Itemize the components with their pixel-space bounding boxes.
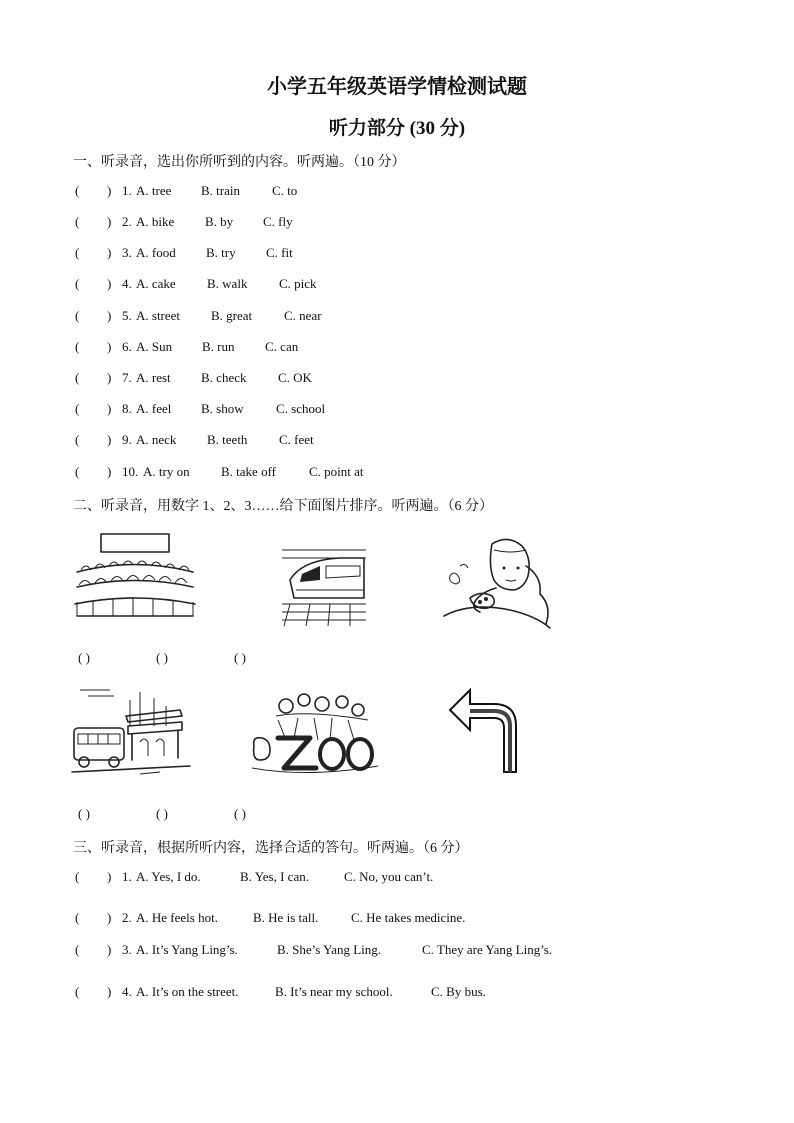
option-c: C. to — [272, 183, 298, 198]
answer-paren-open[interactable]: ( — [75, 984, 80, 999]
option-a: A. feel — [136, 401, 172, 416]
option-c: C. pick — [279, 276, 317, 291]
answer-paren-open[interactable]: ( — [75, 214, 80, 229]
answer-paren-open[interactable]: ( — [75, 370, 80, 385]
answer-paren-open[interactable]: ( — [75, 910, 80, 925]
option-a: A. He feels hot. — [136, 910, 218, 925]
option-a: A. food — [136, 245, 176, 260]
picture-3-answer-blank[interactable]: ( ) — [234, 650, 246, 665]
option-a: A. It’s Yang Ling’s. — [136, 942, 238, 957]
option-a: A. cake — [136, 276, 176, 291]
picture-4-answer-blank[interactable]: ( ) — [78, 806, 90, 821]
option-c: C. OK — [278, 370, 312, 385]
section-2-heading: 二、听录音，用数字 1、2、3……给下面图片排序。听两遍。（6 分） — [73, 499, 493, 514]
answer-paren-close[interactable]: ) — [107, 370, 112, 385]
option-c: C. fit — [266, 245, 293, 260]
option-c: C. school — [276, 401, 326, 416]
picture-1-answer-blank[interactable]: ( ) — [78, 650, 90, 665]
question-number: 3. — [122, 245, 132, 260]
option-b: B. try — [206, 245, 236, 260]
girl-picture — [440, 536, 555, 631]
question-number: 1. — [122, 183, 132, 198]
answer-paren-close[interactable]: ) — [107, 464, 112, 479]
question-number: 4. — [122, 984, 132, 999]
option-a: A. bike — [136, 214, 175, 229]
option-b: B. great — [211, 308, 253, 323]
option-b: B. walk — [207, 276, 248, 291]
answer-paren-open[interactable]: ( — [75, 276, 80, 291]
question-number: 3. — [122, 942, 132, 957]
page-subtitle: 听力部分 (30 分) — [328, 118, 466, 139]
option-c: C. He takes medicine. — [351, 910, 466, 925]
answer-paren-open[interactable]: ( — [75, 401, 80, 416]
option-c: C. point at — [309, 464, 364, 479]
answer-paren-close[interactable]: ) — [107, 942, 112, 957]
section-3-heading: 三、听录音，根据所听内容，选择合适的答句。听两遍。（6 分） — [73, 841, 469, 856]
option-b: B. It’s near my school. — [275, 984, 393, 999]
answer-paren-open[interactable]: ( — [75, 183, 80, 198]
option-b: B. run — [202, 339, 235, 354]
option-b: B. check — [201, 370, 247, 385]
question-number: 9. — [122, 432, 132, 447]
option-c: C. No, you can’t. — [344, 869, 434, 884]
answer-paren-open[interactable]: ( — [75, 942, 80, 957]
answer-paren-close[interactable]: ) — [107, 869, 112, 884]
answer-paren-open[interactable]: ( — [75, 464, 80, 479]
option-b: B. train — [201, 183, 240, 198]
bus-stop-picture — [70, 686, 195, 786]
option-b: B. Yes, I can. — [240, 869, 309, 884]
answer-paren-close[interactable]: ) — [107, 910, 112, 925]
question-number: 6. — [122, 339, 132, 354]
train-picture — [280, 540, 370, 630]
answer-paren-close[interactable]: ) — [107, 183, 112, 198]
question-number: 8. — [122, 401, 132, 416]
question-number: 2. — [122, 214, 132, 229]
picture-6-answer-blank[interactable]: ( ) — [234, 806, 246, 821]
answer-paren-close[interactable]: ) — [107, 984, 112, 999]
option-a: A. Sun — [136, 339, 173, 354]
option-c: C. can — [265, 339, 299, 354]
answer-paren-open[interactable]: ( — [75, 339, 80, 354]
cinema-picture — [73, 532, 198, 620]
option-c: C. near — [284, 308, 322, 323]
question-number: 10. — [122, 464, 139, 479]
option-b: B. He is tall. — [253, 910, 319, 925]
answer-paren-close[interactable]: ) — [107, 276, 112, 291]
answer-paren-close[interactable]: ) — [107, 308, 112, 323]
answer-paren-open[interactable]: ( — [75, 432, 80, 447]
option-a: A. It’s on the street. — [136, 984, 239, 999]
option-b: B. show — [201, 401, 244, 416]
zoo-picture — [248, 686, 383, 781]
option-b: B. She’s Yang Ling. — [277, 942, 382, 957]
answer-paren-open[interactable]: ( — [75, 869, 80, 884]
option-b: B. teeth — [207, 432, 248, 447]
answer-paren-close[interactable]: ) — [107, 339, 112, 354]
answer-paren-close[interactable]: ) — [107, 432, 112, 447]
picture-2-answer-blank[interactable]: ( ) — [156, 650, 168, 665]
answer-paren-open[interactable]: ( — [75, 308, 80, 323]
turn-left-arrow-picture — [448, 686, 523, 776]
answer-paren-close[interactable]: ) — [107, 245, 112, 260]
option-a: A. tree — [136, 183, 172, 198]
question-number: 2. — [122, 910, 132, 925]
option-c: C. They are Yang Ling’s. — [422, 942, 553, 957]
answer-paren-close[interactable]: ) — [107, 214, 112, 229]
section-1-heading: 一、听录音，选出你所听到的内容。听两遍。（10 分） — [73, 155, 406, 170]
question-number: 5. — [122, 308, 132, 323]
option-a: A. neck — [136, 432, 177, 447]
option-b: B. take off — [221, 464, 276, 479]
option-c: C. By bus. — [431, 984, 486, 999]
option-c: C. feet — [279, 432, 314, 447]
option-a: A. rest — [136, 370, 171, 385]
picture-5-answer-blank[interactable]: ( ) — [156, 806, 168, 821]
question-number: 1. — [122, 869, 132, 884]
option-b: B. by — [205, 214, 234, 229]
option-a: A. try on — [143, 464, 190, 479]
option-a: A. Yes, I do. — [136, 869, 201, 884]
answer-paren-close[interactable]: ) — [107, 401, 112, 416]
answer-paren-open[interactable]: ( — [75, 245, 80, 260]
page-title: 小学五年级英语学情检测试题 — [267, 76, 527, 98]
question-number: 4. — [122, 276, 132, 291]
question-number: 7. — [122, 370, 132, 385]
option-c: C. fly — [263, 214, 293, 229]
option-a: A. street — [136, 308, 181, 323]
